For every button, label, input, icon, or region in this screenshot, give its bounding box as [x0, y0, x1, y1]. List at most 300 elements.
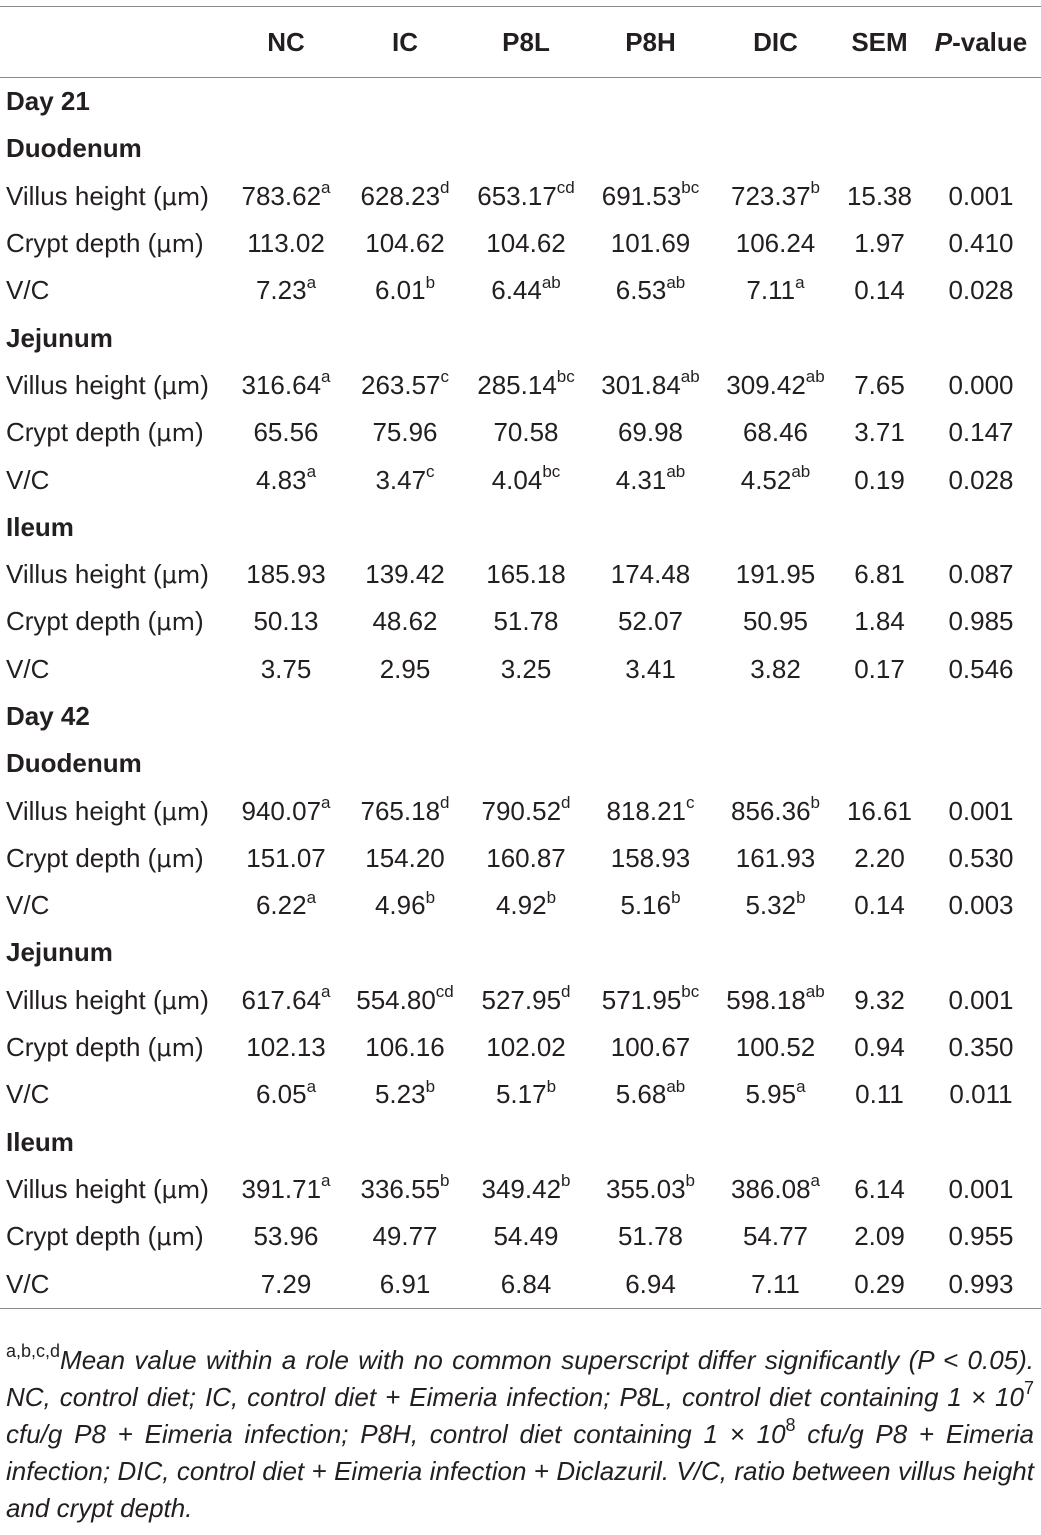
cell-value: 3.25: [500, 653, 552, 684]
row-label-unit: μm: [156, 844, 195, 873]
cell-value: 15.38: [846, 180, 913, 211]
cell-superscript: b: [425, 1076, 436, 1096]
table-row: [0, 882, 1041, 929]
cell-nc: [226, 787, 346, 834]
cell-value: 113.02: [247, 228, 325, 259]
row-label-close: ): [200, 1173, 209, 1204]
cell-ic: [346, 1071, 464, 1118]
cell-nc: [226, 1213, 346, 1260]
row-label: [0, 1024, 226, 1071]
table-row: [0, 551, 1041, 598]
table-row: [0, 362, 1041, 409]
cell-value: 0.003: [948, 890, 1014, 921]
cell-p8l: [464, 1024, 588, 1071]
cell-dic: [713, 1024, 838, 1071]
cell-value: 0.011: [949, 1079, 1013, 1110]
cell-sem: [838, 551, 921, 598]
cell-nc: [226, 598, 346, 645]
cell-p8h: [588, 456, 713, 503]
cell-p8h: [588, 267, 713, 314]
cell-sem: [838, 1071, 921, 1118]
cell-dic: [713, 977, 838, 1024]
cell-superscript: a: [306, 1076, 317, 1096]
cell-value: 7.11: [746, 275, 796, 306]
row-label: [0, 646, 226, 693]
table-row: [0, 1071, 1041, 1118]
cell-p-value: [921, 220, 1041, 267]
day-label: Day 42: [6, 701, 90, 731]
cell-value: 316.64: [241, 369, 322, 400]
row-label-text: V/C: [6, 653, 50, 684]
cell-value: 104.62: [486, 228, 566, 259]
cell-sem: [838, 1024, 921, 1071]
cell-dic: [713, 362, 838, 409]
cell-p-value: [921, 362, 1041, 409]
header-stub: [0, 7, 226, 78]
cell-value: 0.001: [948, 984, 1014, 1015]
cell-value: 0.001: [948, 180, 1014, 211]
cell-value: 6.05: [255, 1079, 307, 1110]
footnote-text-2: cfu/g P8 + Eimeria infection; P8H, control diet containing 1 × 10: [6, 1419, 786, 1449]
cell-value: 723.37: [731, 180, 811, 211]
cell-ic: [346, 598, 464, 645]
cell-value: 0.410: [948, 228, 1014, 259]
row-label-close: ): [200, 369, 209, 400]
cell-p8l: [464, 598, 588, 645]
segment-label: Ileum: [6, 511, 74, 542]
cell-value: 7.29: [260, 1268, 312, 1299]
day-header-row: [0, 693, 1041, 740]
cell-value: 50.95: [742, 606, 809, 637]
cell-p8h: [588, 173, 713, 220]
table-row: [0, 787, 1041, 834]
header-p-value: [921, 7, 1041, 78]
cell-value: 3.75: [260, 653, 312, 684]
cell-sem: [838, 598, 921, 645]
cell-value: 9.32: [854, 984, 905, 1015]
cell-superscript: a: [795, 272, 805, 292]
row-label-unit: μm: [161, 371, 201, 400]
cell-value: 628.23: [360, 180, 441, 211]
cell-value: 102.13: [246, 1032, 326, 1063]
cell-p-value: [921, 409, 1041, 456]
cell-value: 5.17: [495, 1079, 547, 1110]
cell-value: 309.42: [726, 369, 806, 400]
row-label-text: Crypt depth (: [6, 417, 157, 448]
cell-value: 5.16: [620, 890, 672, 921]
row-label: [0, 456, 226, 503]
cell-value: 6.81: [854, 559, 905, 590]
cell-superscript: ab: [541, 272, 561, 292]
table-body: [0, 78, 1041, 1309]
cell-value: 0.147: [948, 417, 1014, 448]
cell-p-value: [921, 1213, 1041, 1260]
cell-value: 51.78: [617, 1221, 684, 1252]
row-label: [0, 267, 226, 314]
cell-superscript: c: [426, 461, 435, 481]
cell-sem: [838, 1213, 921, 1260]
cell-value: 158.93: [610, 842, 691, 873]
segment-label: Duodenum: [6, 133, 142, 164]
cell-value: 65.56: [253, 417, 319, 448]
cell-superscript: d: [561, 982, 571, 1002]
cell-value: 102.02: [486, 1032, 566, 1063]
cell-value: 151.07: [246, 842, 326, 873]
header-p-letter: P: [934, 26, 953, 57]
row-label-unit: μm: [156, 419, 195, 448]
cell-dic: [713, 173, 838, 220]
table-row: [0, 456, 1041, 503]
cell-value: 5.23: [374, 1079, 426, 1110]
cell-p8h: [588, 598, 713, 645]
cell-p8h: [588, 646, 713, 693]
cell-dic: [713, 1071, 838, 1118]
cell-nc: [226, 977, 346, 1024]
cell-value: 50.13: [253, 606, 319, 637]
row-label-close: ): [200, 795, 209, 826]
cell-value: 5.95: [745, 1079, 797, 1110]
cell-value: 3.71: [854, 417, 905, 448]
cell-p8h: [588, 835, 713, 882]
row-label-close: ): [194, 1032, 204, 1063]
cell-value: 100.52: [735, 1032, 816, 1063]
cell-value: 161.93: [735, 842, 816, 873]
row-label: [0, 977, 226, 1024]
cell-value: 0.546: [948, 653, 1014, 684]
cell-value: 285.14: [477, 369, 557, 400]
cell-ic: [346, 267, 464, 314]
row-label: [0, 1071, 226, 1118]
table-row: [0, 598, 1041, 645]
cell-p8h: [588, 551, 713, 598]
cell-dic: [713, 646, 838, 693]
cell-value: 3.47: [375, 464, 427, 495]
cell-p8h: [588, 1071, 713, 1118]
cell-superscript: a: [306, 887, 317, 907]
cell-value: 0.993: [948, 1268, 1014, 1299]
table-row: [0, 173, 1041, 220]
cell-nc: [226, 456, 346, 503]
cell-sem: [838, 1260, 921, 1309]
cell-value: 765.18: [360, 795, 441, 826]
cell-nc: [226, 220, 346, 267]
cell-sem: [838, 456, 921, 503]
cell-value: 301.84: [601, 369, 681, 400]
cell-nc: [226, 362, 346, 409]
row-label: [0, 882, 226, 929]
cell-ic: [346, 1166, 464, 1213]
cell-p8l: [464, 456, 588, 503]
segment-header-row: [0, 125, 1041, 172]
cell-value: 104.62: [365, 228, 445, 259]
cell-ic: [346, 173, 464, 220]
cell-superscript: a: [321, 367, 331, 387]
cell-value: 5.68: [615, 1079, 667, 1110]
cell-superscript: b: [796, 887, 806, 907]
cell-value: 6.94: [625, 1268, 676, 1299]
cell-superscript: ab: [791, 461, 811, 481]
cell-p8l: [464, 551, 588, 598]
cell-sem: [838, 362, 921, 409]
table-row: [0, 1024, 1041, 1071]
cell-superscript: ab: [666, 461, 686, 481]
cell-sem: [838, 835, 921, 882]
cell-dic: [713, 1213, 838, 1260]
cell-value: 0.14: [854, 890, 905, 921]
cell-value: 4.96: [374, 890, 426, 921]
segment-label: Ileum: [6, 1126, 74, 1157]
segment-label: Jejunum: [6, 937, 113, 968]
cell-value: 0.028: [948, 275, 1014, 306]
footnote-superscript: a,b,c,d: [6, 1341, 61, 1362]
cell-value: 790.52: [481, 795, 562, 826]
cell-superscript: a: [321, 982, 331, 1002]
cell-superscript: cd: [556, 178, 575, 198]
cell-superscript: d: [440, 178, 450, 198]
cell-nc: [226, 1071, 346, 1118]
row-label: [0, 362, 226, 409]
cell-value: 355.03: [606, 1173, 686, 1204]
row-label-unit: μm: [161, 797, 201, 826]
row-label: [0, 1213, 226, 1260]
row-label-unit: μm: [161, 1175, 201, 1204]
cell-value: 16.61: [846, 795, 913, 826]
cell-value: 4.31: [615, 464, 667, 495]
cell-p8l: [464, 220, 588, 267]
cell-value: 191.95: [735, 559, 816, 590]
footnote-text-3: cfu/g P8 + Eimeria infection; DIC, control diet + Eimeria infection + Diclazuril. V/C, ratio between villus height and crypt depth.: [6, 1419, 1034, 1523]
table-row: [0, 977, 1041, 1024]
cell-value: 1.84: [854, 606, 905, 637]
row-label-unit: μm: [156, 1034, 195, 1063]
row-label-text: Villus height (: [6, 1173, 162, 1204]
cell-dic: [713, 267, 838, 314]
row-label: [0, 598, 226, 645]
footnote-exponent-1: 7: [1023, 1378, 1034, 1399]
cell-ic: [346, 409, 464, 456]
cell-ic: [346, 551, 464, 598]
cell-ic: [346, 1024, 464, 1071]
cell-value: 554.80: [356, 984, 436, 1015]
cell-sem: [838, 787, 921, 834]
row-label: [0, 551, 226, 598]
cell-superscript: bc: [681, 982, 700, 1002]
cell-superscript: b: [546, 1076, 557, 1096]
cell-value: 100.67: [610, 1032, 691, 1063]
cell-p8h: [588, 1260, 713, 1309]
cell-p-value: [921, 1071, 1041, 1118]
cell-p8l: [464, 1213, 588, 1260]
header-dic: DIC: [713, 7, 838, 78]
cell-ic: [346, 1213, 464, 1260]
cell-value: 7.11: [751, 1268, 800, 1299]
cell-nc: [226, 835, 346, 882]
cell-superscript: ab: [680, 367, 700, 387]
cell-value: 571.95: [601, 984, 682, 1015]
row-label-text: Villus height (: [6, 369, 162, 400]
row-label-text: Villus height (: [6, 559, 162, 590]
row-label-unit: μm: [161, 986, 201, 1015]
row-label-close: ): [200, 984, 209, 1015]
cell-value: 6.22: [255, 890, 307, 921]
cell-value: 6.91: [379, 1268, 431, 1299]
cell-value: 4.83: [255, 464, 307, 495]
cell-p8h: [588, 409, 713, 456]
cell-ic: [346, 362, 464, 409]
cell-p-value: [921, 173, 1041, 220]
row-label: [0, 1260, 226, 1309]
cell-dic: [713, 551, 838, 598]
cell-dic: [713, 598, 838, 645]
cell-superscript: bc: [681, 178, 700, 198]
cell-nc: [226, 882, 346, 929]
cell-nc: [226, 1024, 346, 1071]
row-label-close: ): [200, 559, 209, 590]
cell-superscript: b: [810, 792, 820, 812]
cell-superscript: b: [546, 887, 557, 907]
header-p8l: P8L: [464, 7, 588, 78]
cell-value: 0.350: [948, 1032, 1014, 1063]
cell-value: 52.07: [617, 606, 684, 637]
cell-value: 0.001: [948, 795, 1014, 826]
row-label: [0, 1166, 226, 1213]
cell-p-value: [921, 456, 1041, 503]
cell-superscript: d: [561, 792, 571, 812]
cell-superscript: c: [440, 367, 450, 387]
cell-value: 51.78: [493, 606, 559, 637]
cell-superscript: c: [686, 792, 695, 812]
cell-value: 7.23: [255, 275, 307, 306]
cell-value: 263.57: [360, 369, 441, 400]
row-label-text: V/C: [6, 1079, 50, 1110]
cell-value: 0.028: [948, 464, 1014, 495]
cell-dic: [713, 1260, 838, 1309]
cell-value: 6.14: [854, 1173, 905, 1204]
cell-p-value: [921, 551, 1041, 598]
cell-superscript: bc: [556, 367, 575, 387]
cell-ic: [346, 977, 464, 1024]
cell-sem: [838, 220, 921, 267]
row-label: [0, 173, 226, 220]
cell-dic: [713, 787, 838, 834]
footnote-text-1: Mean value within a role with no common superscript differ significantly (P < 0.05). NC, control diet; IC, control diet + Eimeria infection; P8L, control diet containing 1 × 10: [6, 1345, 1034, 1412]
cell-value: 386.08: [731, 1173, 811, 1204]
cell-value: 0.985: [948, 606, 1014, 637]
cell-value: 139.42: [365, 559, 445, 590]
cell-p8h: [588, 977, 713, 1024]
cell-p8h: [588, 1166, 713, 1213]
row-label-unit: μm: [156, 1223, 195, 1252]
cell-value: 70.58: [493, 417, 559, 448]
cell-sem: [838, 977, 921, 1024]
day-header-row: [0, 78, 1041, 126]
cell-superscript: a: [810, 1171, 820, 1191]
cell-value: 0.29: [854, 1268, 905, 1299]
cell-sem: [838, 1166, 921, 1213]
cell-value: 6.84: [500, 1268, 552, 1299]
cell-nc: [226, 1260, 346, 1309]
cell-value: 940.07: [241, 795, 322, 826]
footnote-exponent-2: 8: [785, 1415, 796, 1436]
cell-value: 2.09: [854, 1221, 905, 1252]
cell-p-value: [921, 598, 1041, 645]
cell-value: 0.14: [854, 275, 905, 306]
cell-value: 598.18: [726, 984, 806, 1015]
cell-value: 3.82: [750, 653, 801, 684]
cell-p8h: [588, 220, 713, 267]
cell-value: 6.44: [491, 275, 542, 306]
cell-nc: [226, 1166, 346, 1213]
table-footnote: [6, 1342, 1034, 1527]
cell-ic: [346, 882, 464, 929]
cell-value: 336.55: [360, 1173, 441, 1204]
cell-value: 527.95: [481, 984, 562, 1015]
cell-value: 856.36: [731, 795, 811, 826]
cell-ic: [346, 1260, 464, 1309]
segment-header-row: [0, 740, 1041, 787]
cell-p8l: [464, 882, 588, 929]
cell-value: 818.21: [606, 795, 687, 826]
table-row: [0, 1166, 1041, 1213]
cell-p8l: [464, 267, 588, 314]
cell-value: 101.69: [610, 228, 691, 259]
row-label-text: V/C: [6, 1268, 50, 1299]
cell-dic: [713, 882, 838, 929]
cell-p-value: [921, 835, 1041, 882]
cell-nc: [226, 409, 346, 456]
cell-p8h: [588, 787, 713, 834]
cell-value: 4.52: [740, 464, 792, 495]
row-label-text: V/C: [6, 890, 50, 921]
cell-p8l: [464, 646, 588, 693]
data-table: [0, 6, 1041, 1309]
cell-value: 53.96: [253, 1221, 319, 1252]
cell-sem: [838, 882, 921, 929]
cell-value: 0.19: [854, 464, 905, 495]
cell-value: 0.94: [854, 1032, 905, 1063]
row-label-close: ): [194, 1221, 204, 1252]
header-nc: NC: [226, 7, 346, 78]
cell-p8l: [464, 173, 588, 220]
cell-value: 165.18: [486, 559, 566, 590]
row-label-text: Crypt depth (: [6, 606, 157, 637]
cell-p-value: [921, 1260, 1041, 1309]
row-label-unit: μm: [161, 561, 201, 590]
row-label-unit: μm: [156, 230, 195, 259]
cell-p-value: [921, 882, 1041, 929]
cell-value: 48.62: [372, 606, 438, 637]
row-label-unit: μm: [156, 608, 195, 637]
cell-value: 691.53: [601, 180, 682, 211]
cell-value: 0.000: [948, 369, 1014, 400]
cell-value: 5.32: [745, 890, 797, 921]
cell-value: 154.20: [365, 842, 445, 873]
header-sem: SEM: [838, 7, 921, 78]
segment-label: Jejunum: [6, 322, 113, 353]
cell-p8l: [464, 1071, 588, 1118]
cell-p8l: [464, 787, 588, 834]
cell-value: 783.62: [241, 180, 322, 211]
row-label-close: ): [194, 842, 204, 873]
cell-value: 6.01: [374, 275, 426, 306]
row-label-text: Crypt depth (: [6, 1032, 157, 1063]
cell-value: 75.96: [372, 417, 438, 448]
cell-p8l: [464, 409, 588, 456]
cell-sem: [838, 267, 921, 314]
cell-p8l: [464, 1260, 588, 1309]
cell-value: 4.92: [495, 890, 547, 921]
cell-value: 1.97: [854, 228, 905, 259]
